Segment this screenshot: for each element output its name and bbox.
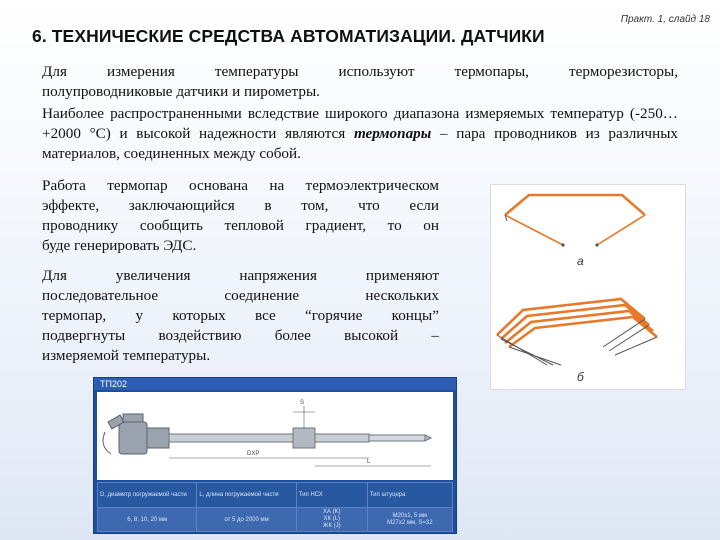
spec-header-length: L, длина погружаемой части (197, 483, 296, 508)
intro-paragraph (42, 62, 678, 102)
series-line-1: Для увеличения напряжения применяют (42, 267, 439, 284)
diagram-label-b: б (577, 370, 584, 384)
spec-table (97, 482, 453, 532)
principle-line-2: эффекте, заключающийся в том, что если (42, 197, 439, 214)
principle-line-3: проводнику сообщить тепловой градиент, то он (42, 217, 439, 234)
series-line-3: термопар, у которых все “горячие концы” (42, 307, 439, 324)
spec-cell-fitting (367, 508, 452, 532)
spec-nsh-3: ЖК (J) (322, 523, 341, 529)
sensor-fitting (293, 428, 315, 448)
page-title: 6. ТЕХНИЧЕСКИЕ СРЕДСТВА АВТОМАТИЗАЦИИ. ДАТЧИКИ (32, 26, 545, 46)
principle-line-4: буде генерировать ЭДС. (42, 237, 197, 254)
spec-header-diameter: D, диаметр погружаемой части (98, 483, 197, 508)
spec-header-nsh: Тип НСХ (296, 483, 367, 508)
thermocouple-paragraph (42, 104, 678, 164)
thermocouple-text-after: – пара проводников из различных материалов, соединенных между собой. (42, 125, 678, 162)
series-line-2: последовательное соединение нескольких (42, 287, 439, 304)
thermocouple-text-before: Наиболее распространенными вследствие широкого диапазона измеряемых температур (-250…+2000 °С) и высокой надежности являются (42, 105, 678, 142)
intro-line-2: полупроводниковые датчики и пирометры. (42, 83, 320, 100)
sensor-drawing (97, 392, 453, 480)
thermocouple-diagram (490, 184, 686, 390)
spec-cell-nsh (296, 508, 367, 532)
spec-fitting-2: M27x2 мм, S=32 (387, 519, 433, 526)
series-line-5: измеряемой температуры. (42, 347, 211, 364)
thermocouple-single (505, 195, 645, 245)
dim-label-s: S (300, 400, 305, 406)
series-paragraph (42, 266, 439, 366)
thermocouple-series-cold-wires (497, 319, 657, 365)
slide-reference: Практ. 1, слайд 18 (620, 14, 710, 25)
spec-fitting-1: M20x1, 5 мм (392, 512, 428, 519)
spec-table-row (98, 508, 453, 532)
thermocouple-term: термопары (353, 125, 432, 142)
series-line-4: подвергнуты воздействию более высокой – (42, 327, 439, 344)
spec-nsh-2: ХК (L) (323, 516, 341, 522)
spec-table-header (98, 483, 453, 508)
dim-label-l: L (367, 459, 371, 465)
diagram-label-a: а (577, 254, 584, 268)
thermocouple-series (497, 299, 657, 347)
spec-header-fitting: Тип штуцера (367, 483, 452, 508)
principle-paragraph (42, 176, 439, 256)
sensor-rod (169, 434, 369, 442)
spec-model: ТП202 (94, 378, 456, 390)
intro-line-1: Для измерения температуры используют термопары, терморезисторы, (42, 63, 678, 80)
sensor-head-icon (108, 414, 169, 454)
dim-label-dxp: DXP (247, 451, 260, 457)
spec-cell-diameter: 6, 8, 10, 20 мм (98, 508, 197, 532)
spec-nsh-1: ХА (K) (322, 509, 341, 515)
spec-cell-length: от 5 до 2000 мм (197, 508, 296, 532)
principle-line-1: Работа термопар основана на термоэлектрическом (42, 177, 439, 194)
sensor-spec-card (93, 377, 457, 534)
